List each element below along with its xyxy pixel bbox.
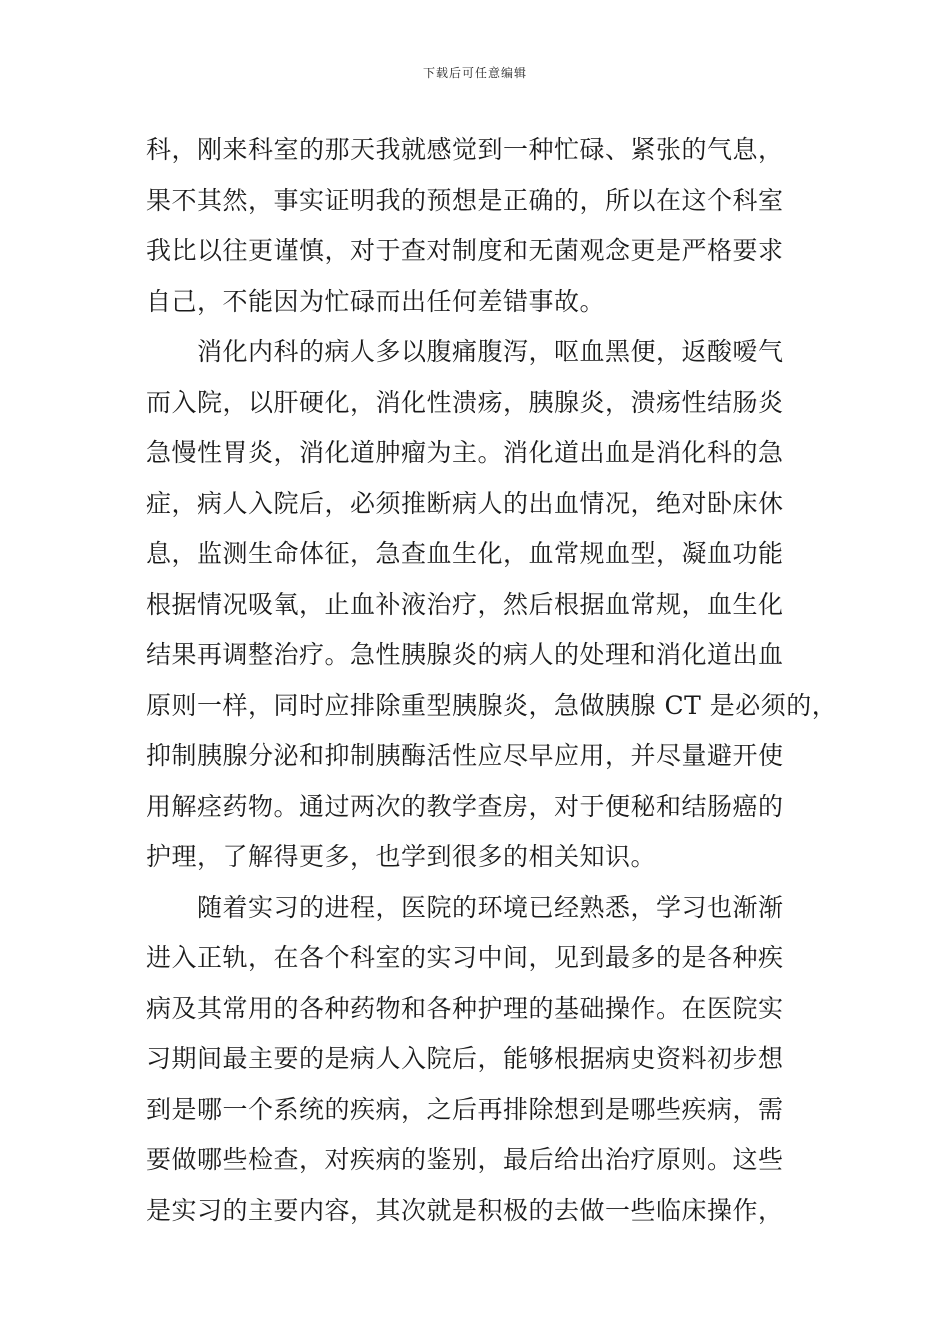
text-line: 而入院，以肝硬化，消化性溃疡，胰腺炎，溃疡性结肠炎 [146,387,784,417]
text-line: 护理，了解得更多，也学到很多的相关知识。 [146,842,657,871]
text-line: 病及其常用的各种药物和各种护理的基础操作。在医院实 [146,993,784,1023]
text-line: 科，刚来科室的那天我就感觉到一种忙碌、紧张的气息， [146,135,784,164]
text-line: 结果再调整治疗。急性胰腺炎的病人的处理和消化道出血 [146,640,784,669]
page-header: 下载后可任意编辑 [422,66,527,80]
paragraph-3 [146,883,826,1237]
text-line: 急慢性胃炎，消化道肿瘤为主。消化道出血是消化科的急 [146,438,784,467]
text-line: 用解痉药物。通过两次的教学查房，对于便秘和结肠癌的 [146,791,784,821]
text-line: 果不其然，事实证明我的预想是正确的，所以在这个科室 [146,185,784,215]
text-line: 原则一样，同时应排除重型胰腺炎，急做胰腺 CT 是必须的， [146,690,838,720]
text-line: 要做哪些检查，对疾病的鉴别，最后给出治疗原则。这些 [146,1145,784,1174]
paragraph-2 [146,327,838,883]
document-body [146,125,838,1236]
text-line: 根据情况吸氧，止血补液治疗，然后根据血常规，血生化 [146,589,784,619]
text-line: 随着实习的进程，医院的环境已经熟悉，学习也渐渐 [146,892,784,922]
text-line: 自己，不能因为忙碌而出任何差错事故。 [146,286,606,316]
text-line: 习期间最主要的是病人入院后，能够根据病史资料初步想 [146,1044,784,1073]
text-line: 抑制胰腺分泌和抑制胰酶活性应尽早应用，并尽量避开使 [146,741,784,770]
text-line: 进入正轨，在各个科室的实习中间，见到最多的是各种疾 [146,943,784,972]
text-line: 到是哪一个系统的疾病，之后再排除想到是哪些疾病，需 [146,1094,784,1124]
text-line: 我比以往更谨慎，对于查对制度和无菌观念更是严格要求 [146,236,784,265]
paragraph-1 [146,125,826,327]
text-line: 息，监测生命体征，急查血生化，血常规血型，凝血功能 [146,539,784,568]
text-line: 消化内科的病人多以腹痛腹泻，呕血黑便，返酸嗳气 [146,337,784,366]
text-line: 是实习的主要内容，其次就是积极的去做一些临床操作， [146,1195,784,1225]
text-line: 症，病人入院后，必须推断病人的出血情况，绝对卧床休 [146,488,784,518]
